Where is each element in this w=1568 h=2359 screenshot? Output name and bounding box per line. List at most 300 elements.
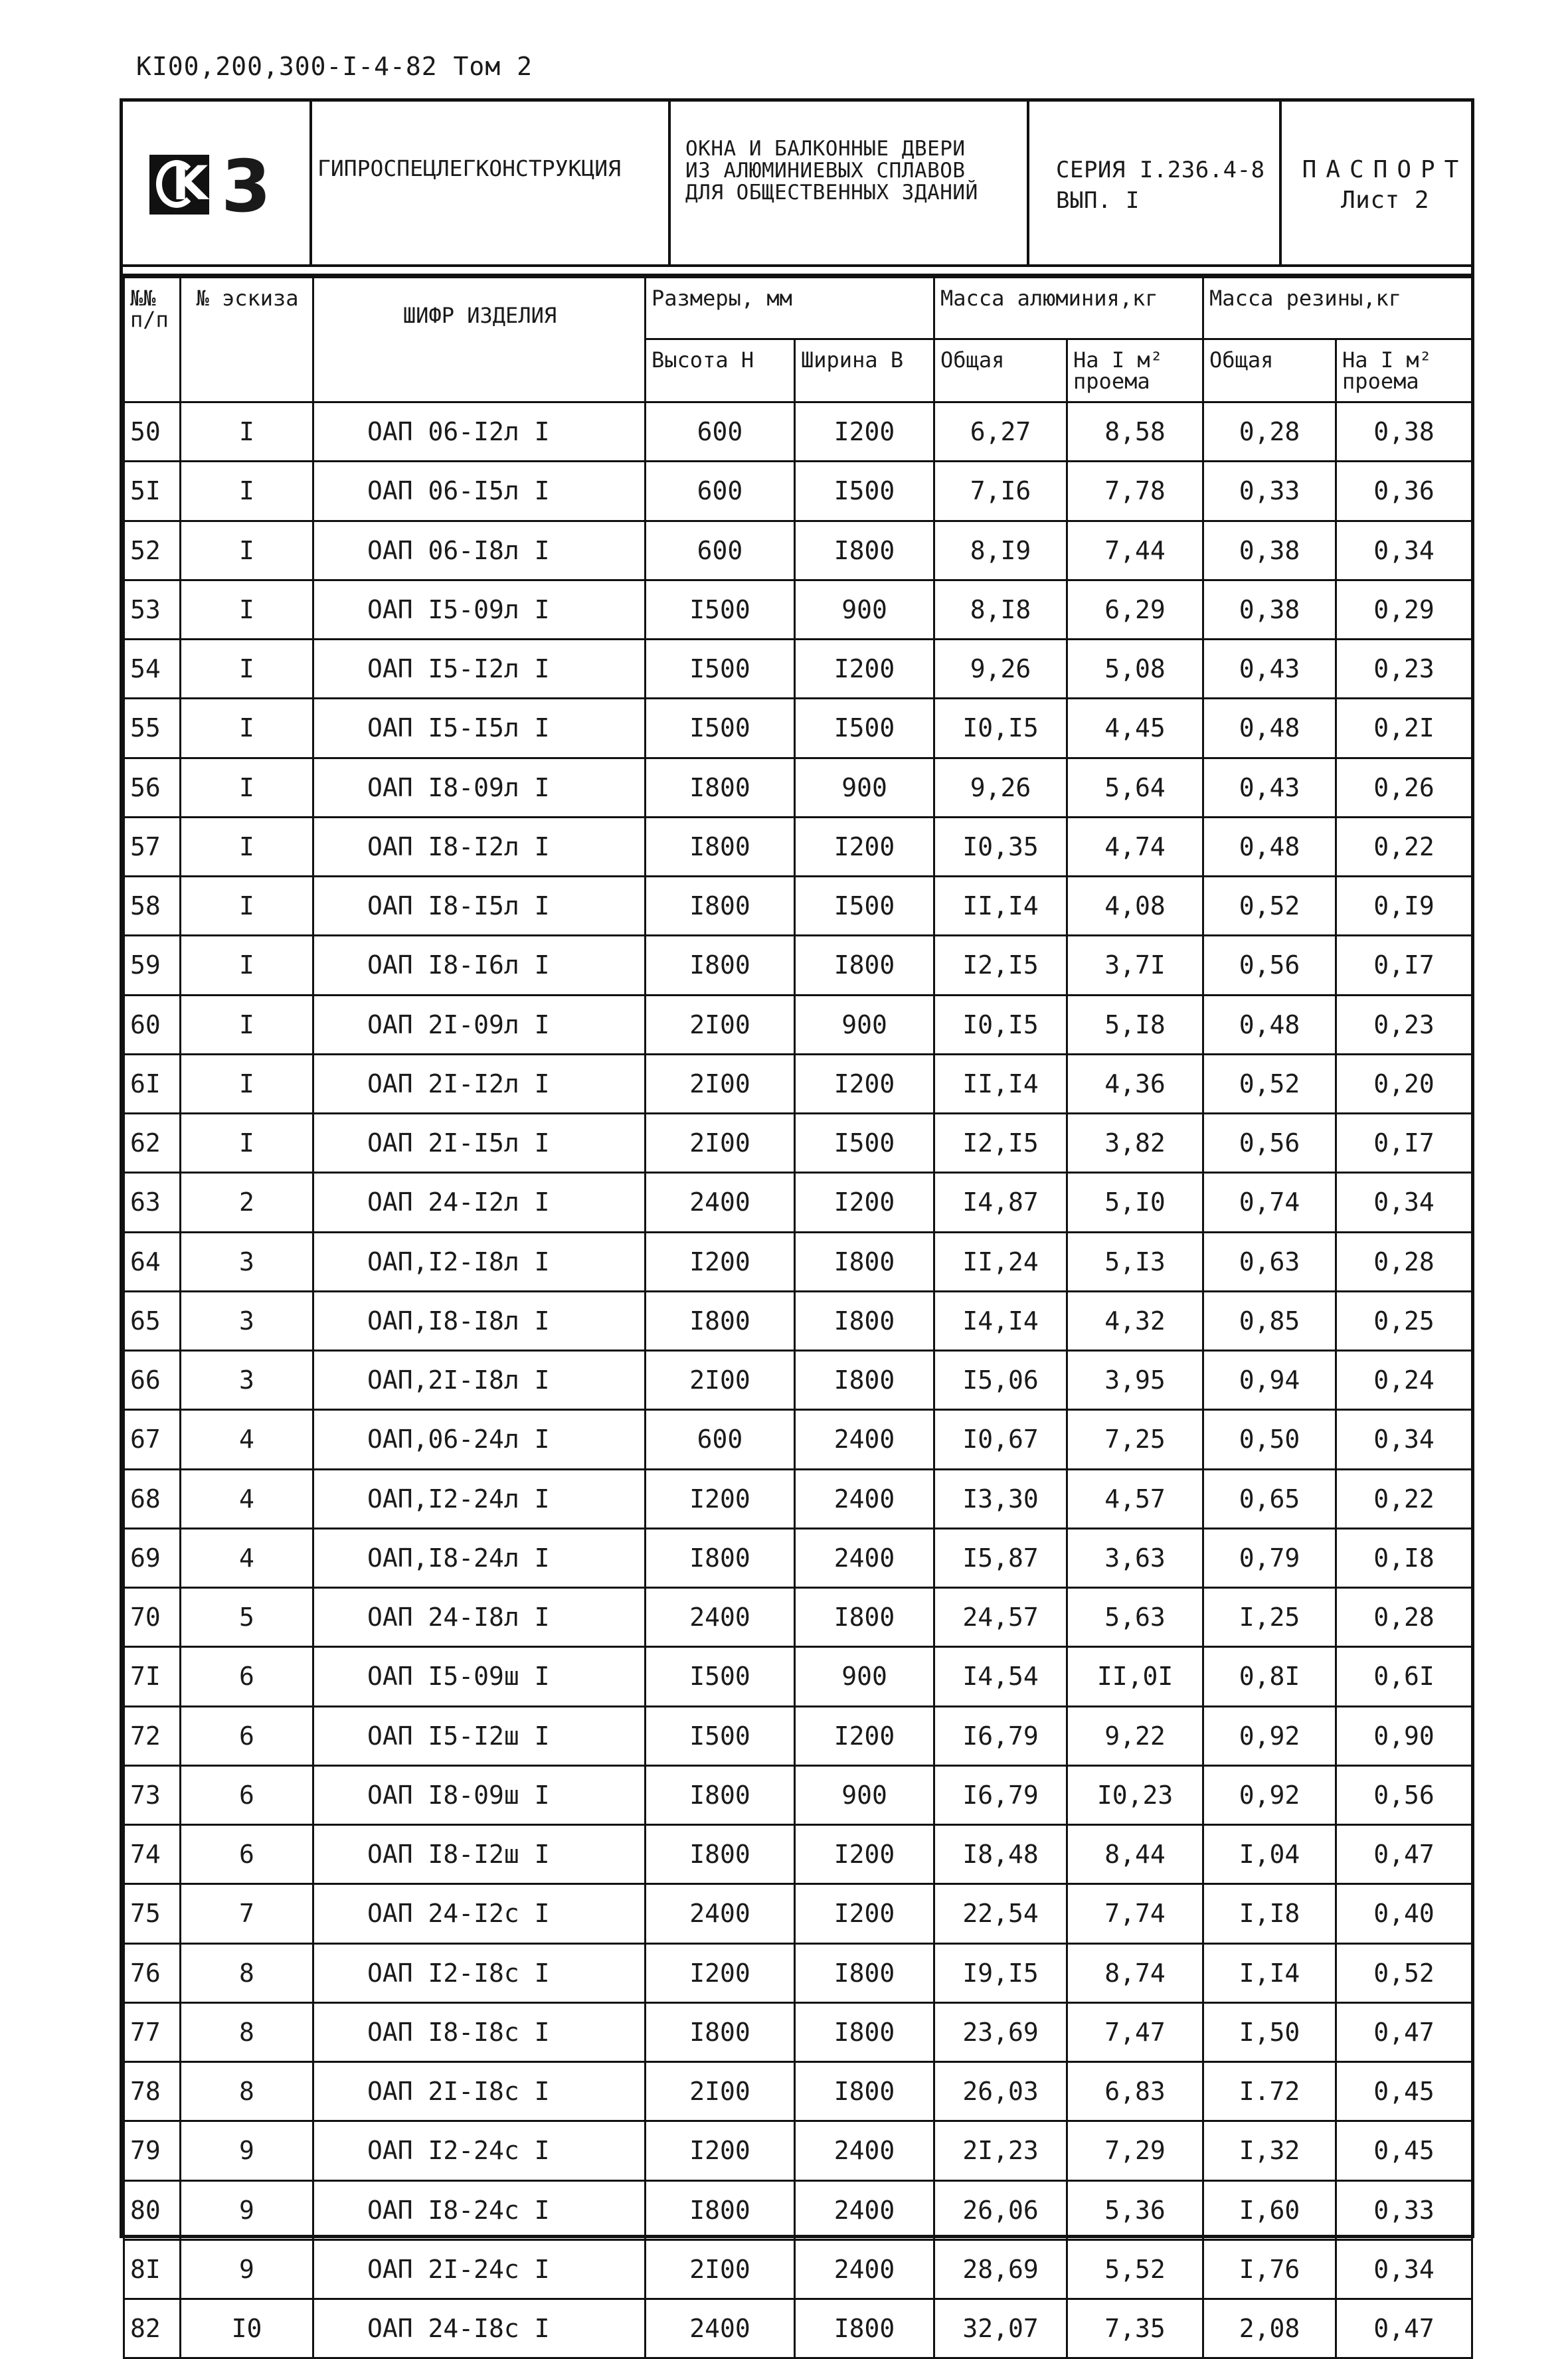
aluminium-total-value: 9,26: [934, 640, 1067, 699]
rubber-per-m2-value: 0,33: [1336, 2180, 1472, 2239]
aluminium-per-m2-value: 5,52: [1067, 2239, 1203, 2299]
height-value: 600: [646, 462, 795, 521]
row-number: 75: [124, 1884, 181, 1943]
passport-label: ПАСПОРТ: [1302, 156, 1468, 183]
height-value: 2400: [646, 1173, 795, 1232]
width-value: I800: [795, 521, 934, 580]
sketch-number: 3: [181, 1351, 313, 1410]
aluminium-per-m2-value: 6,83: [1067, 2062, 1203, 2121]
sketch-number: I: [181, 877, 313, 936]
product-code: ОАП 24-I8л I: [313, 1588, 646, 1647]
rubber-per-m2-value: 0,I7: [1336, 936, 1472, 995]
organization-name: ГИПРОСПЕЦЛЕГКОНСТРУКЦИЯ: [317, 155, 621, 181]
product-code: ОАП I2-I8с I: [313, 1943, 646, 2002]
product-code: ОАП I8-09л I: [313, 758, 646, 817]
height-value: I800: [646, 817, 795, 876]
document-name-line: ИЗ АЛЮМИНИЕВЫХ СПЛАВОВ: [685, 159, 966, 183]
header-sketch: № эскиза: [181, 278, 313, 402]
rubber-total-value: I,32: [1203, 2121, 1336, 2180]
row-number: 68: [124, 1469, 181, 1528]
aluminium-total-value: 24,57: [934, 1588, 1067, 1647]
product-code: ОАП 06-I5л I: [313, 462, 646, 521]
product-code: ОАП I2-24с I: [313, 2121, 646, 2180]
row-number: 76: [124, 1943, 181, 2002]
rubber-per-m2-value: 0,23: [1336, 640, 1472, 699]
width-value: 900: [795, 995, 934, 1054]
rubber-per-m2-value: 0,56: [1336, 1765, 1472, 1824]
aluminium-per-m2-value: 5,I8: [1067, 995, 1203, 1054]
width-value: I200: [795, 1884, 934, 1943]
rubber-total-value: 0,50: [1203, 1410, 1336, 1469]
table-row: [124, 1410, 1472, 1469]
rubber-total-value: 0,48: [1203, 995, 1336, 1054]
rubber-total-value: 0,38: [1203, 580, 1336, 639]
aluminium-per-m2-value: 3,63: [1067, 1528, 1203, 1587]
row-number: 66: [124, 1351, 181, 1410]
rubber-per-m2-value: 0,2I: [1336, 699, 1472, 758]
table-row: [124, 1291, 1472, 1350]
height-value: 600: [646, 521, 795, 580]
width-value: I200: [795, 1825, 934, 1884]
aluminium-per-m2-value: I0,23: [1067, 1765, 1203, 1824]
aluminium-total-value: 26,03: [934, 2062, 1067, 2121]
aluminium-per-m2-value: 7,78: [1067, 462, 1203, 521]
height-value: I200: [646, 2121, 795, 2180]
table-row: [124, 699, 1472, 758]
aluminium-per-m2-value: 5,36: [1067, 2180, 1203, 2239]
sketch-number: 8: [181, 2002, 313, 2061]
aluminium-total-value: I4,54: [934, 1647, 1067, 1706]
aluminium-total-value: 8,I8: [934, 580, 1067, 639]
aluminium-total-value: I6,79: [934, 1765, 1067, 1824]
document-name: [685, 138, 978, 204]
sketch-number: 7: [181, 1884, 313, 1943]
table-row: [124, 2062, 1472, 2121]
row-number: 60: [124, 995, 181, 1054]
rubber-per-m2-value: 0,29: [1336, 580, 1472, 639]
product-code: ОАП 06-I2л I: [313, 402, 646, 462]
sketch-number: 6: [181, 1825, 313, 1884]
aluminium-total-value: 7,I6: [934, 462, 1067, 521]
table-row: [124, 580, 1472, 639]
height-value: I800: [646, 1291, 795, 1350]
product-code: ОАП I8-I5л I: [313, 877, 646, 936]
rubber-total-value: 0,52: [1203, 1054, 1336, 1113]
product-code: ОАП 2I-I8с I: [313, 2062, 646, 2121]
aluminium-total-value: II,24: [934, 1232, 1067, 1291]
row-number: 79: [124, 2121, 181, 2180]
sketch-number: I: [181, 817, 313, 876]
table-body: [124, 402, 1472, 2358]
aluminium-per-m2-value: II,0I: [1067, 1647, 1203, 1706]
rubber-per-m2-value: 0,26: [1336, 758, 1472, 817]
row-number: 5I: [124, 462, 181, 521]
product-code: ОАП,I2-I8л I: [313, 1232, 646, 1291]
row-number: 57: [124, 817, 181, 876]
row-number: 77: [124, 2002, 181, 2061]
table-row: [124, 817, 1472, 876]
title-block: [123, 102, 1471, 264]
rubber-per-m2-value: 0,25: [1336, 1291, 1472, 1350]
rubber-total-value: 0,92: [1203, 1765, 1336, 1824]
width-value: 2400: [795, 1469, 934, 1528]
height-value: I800: [646, 1825, 795, 1884]
width-value: I200: [795, 1706, 934, 1765]
height-value: 2I00: [646, 1351, 795, 1410]
rubber-total-value: 0,56: [1203, 936, 1336, 995]
series-cell: [1029, 102, 1282, 264]
height-value: I500: [646, 1706, 795, 1765]
separator-line: [123, 264, 1471, 276]
width-value: I500: [795, 699, 934, 758]
header-sizes: Размеры, мм: [646, 278, 934, 339]
aluminium-total-value: I0,I5: [934, 995, 1067, 1054]
table-row: [124, 1528, 1472, 1587]
rubber-total-value: 0,74: [1203, 1173, 1336, 1232]
rubber-per-m2-value: 0,28: [1336, 1588, 1472, 1647]
sketch-number: 8: [181, 1943, 313, 2002]
sketch-number: I: [181, 699, 313, 758]
row-number: 63: [124, 1173, 181, 1232]
height-value: I800: [646, 877, 795, 936]
rubber-total-value: 0,48: [1203, 817, 1336, 876]
product-code: ОАП 24-I8с I: [313, 2299, 646, 2358]
row-number: 65: [124, 1291, 181, 1350]
aluminium-total-value: I5,87: [934, 1528, 1067, 1587]
rubber-total-value: 0,33: [1203, 462, 1336, 521]
table-row: [124, 1469, 1472, 1528]
aluminium-total-value: II,I4: [934, 1054, 1067, 1113]
aluminium-total-value: 9,26: [934, 758, 1067, 817]
document-name-cell: [671, 102, 1029, 264]
width-value: I500: [795, 462, 934, 521]
row-number: 64: [124, 1232, 181, 1291]
aluminium-total-value: I2,I5: [934, 1114, 1067, 1173]
table-row: [124, 877, 1472, 936]
table-row: [124, 1765, 1472, 1824]
table-row: [124, 1647, 1472, 1706]
table-row: [124, 2299, 1472, 2358]
aluminium-total-value: 28,69: [934, 2239, 1067, 2299]
aluminium-per-m2-value: 5,64: [1067, 758, 1203, 817]
header-num: №№ п/п: [124, 278, 181, 402]
aluminium-total-value: I0,35: [934, 817, 1067, 876]
aluminium-total-value: 8,I9: [934, 521, 1067, 580]
rubber-total-value: 0,63: [1203, 1232, 1336, 1291]
width-value: 900: [795, 758, 934, 817]
aluminium-total-value: 6,27: [934, 402, 1067, 462]
width-value: I800: [795, 2002, 934, 2061]
table-row: [124, 521, 1472, 580]
row-number: 50: [124, 402, 181, 462]
sketch-number: 9: [181, 2239, 313, 2299]
aluminium-per-m2-value: 7,74: [1067, 1884, 1203, 1943]
rubber-total-value: 0,48: [1203, 699, 1336, 758]
table-row: [124, 1351, 1472, 1410]
header-aluminium-mass: Масса алюминия,кг: [934, 278, 1203, 339]
aluminium-per-m2-value: 4,32: [1067, 1291, 1203, 1350]
table-row: [124, 1825, 1472, 1884]
aluminium-per-m2-value: 5,I0: [1067, 1173, 1203, 1232]
table-row: [124, 640, 1472, 699]
product-code: ОАП I5-I5л I: [313, 699, 646, 758]
rubber-total-value: I,25: [1203, 1588, 1336, 1647]
rubber-per-m2-value: 0,I7: [1336, 1114, 1472, 1173]
aluminium-per-m2-value: 8,44: [1067, 1825, 1203, 1884]
height-value: I500: [646, 580, 795, 639]
row-number: 74: [124, 1825, 181, 1884]
height-value: 2400: [646, 2299, 795, 2358]
sketch-number: 5: [181, 1588, 313, 1647]
row-number: 72: [124, 1706, 181, 1765]
rubber-total-value: I,76: [1203, 2239, 1336, 2299]
width-value: 2400: [795, 1528, 934, 1587]
width-value: I800: [795, 2062, 934, 2121]
sketch-number: I: [181, 995, 313, 1054]
rubber-total-value: I,04: [1203, 1825, 1336, 1884]
product-code: ОАП I8-24с I: [313, 2180, 646, 2239]
aluminium-per-m2-value: 3,82: [1067, 1114, 1203, 1173]
height-value: 2400: [646, 1884, 795, 1943]
rubber-total-value: 0,85: [1203, 1291, 1336, 1350]
aluminium-per-m2-value: 4,45: [1067, 699, 1203, 758]
sketch-number: 2: [181, 1173, 313, 1232]
height-value: I800: [646, 1765, 795, 1824]
row-number: 58: [124, 877, 181, 936]
aluminium-total-value: I6,79: [934, 1706, 1067, 1765]
table-row: [124, 1706, 1472, 1765]
rubber-per-m2-value: 0,28: [1336, 1232, 1472, 1291]
aluminium-per-m2-value: 9,22: [1067, 1706, 1203, 1765]
header-aluminium-per-m2: На I м² проема: [1067, 339, 1203, 402]
sketch-number: 6: [181, 1765, 313, 1824]
header-code: ШИФР ИЗДЕЛИЯ: [313, 278, 646, 402]
passport-table: [123, 276, 1473, 2359]
row-number: 8I: [124, 2239, 181, 2299]
rubber-total-value: I,I8: [1203, 1884, 1336, 1943]
passport-info: [1300, 155, 1470, 216]
width-value: 900: [795, 1647, 934, 1706]
rubber-total-value: 0,65: [1203, 1469, 1336, 1528]
product-code: ОАП,I8-24л I: [313, 1528, 646, 1587]
sketch-number: I: [181, 462, 313, 521]
aluminium-per-m2-value: 7,25: [1067, 1410, 1203, 1469]
sketch-number: 3: [181, 1291, 313, 1350]
product-code: ОАП I8-I6л I: [313, 936, 646, 995]
rubber-per-m2-value: 0,52: [1336, 1943, 1472, 2002]
height-value: 2I00: [646, 995, 795, 1054]
height-value: I800: [646, 2002, 795, 2061]
document-header-note: КI00,200,300-I-4-82 Том 2: [136, 52, 533, 81]
width-value: 2400: [795, 1410, 934, 1469]
table-row: [124, 1943, 1472, 2002]
aluminium-total-value: I2,I5: [934, 936, 1067, 995]
width-value: I800: [795, 1291, 934, 1350]
width-value: I500: [795, 877, 934, 936]
passport-cell: [1282, 102, 1471, 264]
rubber-per-m2-value: 0,34: [1336, 1410, 1472, 1469]
header-rubber-per-m2: На I м² проема: [1336, 339, 1472, 402]
height-value: I500: [646, 640, 795, 699]
rubber-total-value: 2,08: [1203, 2299, 1336, 2358]
rubber-per-m2-value: 0,47: [1336, 2299, 1472, 2358]
sketch-number: I: [181, 402, 313, 462]
logo-cell: [123, 102, 312, 264]
sketch-number: 8: [181, 2062, 313, 2121]
sketch-number: I0: [181, 2299, 313, 2358]
rubber-total-value: 0,94: [1203, 1351, 1336, 1410]
sketch-number: 4: [181, 1410, 313, 1469]
table-row: [124, 1173, 1472, 1232]
width-value: I200: [795, 1173, 934, 1232]
height-value: I800: [646, 936, 795, 995]
rubber-per-m2-value: 0,47: [1336, 1825, 1472, 1884]
row-number: 62: [124, 1114, 181, 1173]
height-value: I500: [646, 1647, 795, 1706]
rubber-per-m2-value: 0,34: [1336, 1173, 1472, 1232]
organization-cell: [312, 102, 671, 264]
rubber-per-m2-value: 0,36: [1336, 462, 1472, 521]
rubber-total-value: I.72: [1203, 2062, 1336, 2121]
aluminium-total-value: 26,06: [934, 2180, 1067, 2239]
rubber-per-m2-value: 0,47: [1336, 2002, 1472, 2061]
product-code: ОАП,2I-I8л I: [313, 1351, 646, 1410]
product-code: ОАП,06-24л I: [313, 1410, 646, 1469]
table-row: [124, 402, 1472, 462]
rubber-total-value: 0,43: [1203, 758, 1336, 817]
rubber-per-m2-value: 0,24: [1336, 1351, 1472, 1410]
aluminium-per-m2-value: 3,7I: [1067, 936, 1203, 995]
product-code: ОАП 06-I8л I: [313, 521, 646, 580]
width-value: 2400: [795, 2121, 934, 2180]
table-row: [124, 2121, 1472, 2180]
logo-number: 3: [221, 145, 272, 228]
width-value: I800: [795, 936, 934, 995]
row-number: 82: [124, 2299, 181, 2358]
width-value: I800: [795, 1232, 934, 1291]
product-code: ОАП 2I-I2л I: [313, 1054, 646, 1113]
product-code: ОАП I5-I2л I: [313, 640, 646, 699]
rubber-per-m2-value: 0,I8: [1336, 1528, 1472, 1587]
table-row: [124, 1114, 1472, 1173]
height-value: 600: [646, 402, 795, 462]
aluminium-total-value: II,I4: [934, 877, 1067, 936]
aluminium-per-m2-value: 5,63: [1067, 1588, 1203, 1647]
row-number: 54: [124, 640, 181, 699]
row-number: 69: [124, 1528, 181, 1587]
sketch-number: I: [181, 936, 313, 995]
product-code: ОАП,I8-I8л I: [313, 1291, 646, 1350]
rubber-per-m2-value: 0,23: [1336, 995, 1472, 1054]
height-value: 600: [646, 1410, 795, 1469]
rubber-per-m2-value: 0,40: [1336, 1884, 1472, 1943]
product-code: ОАП I5-09л I: [313, 580, 646, 639]
rubber-per-m2-value: 0,22: [1336, 817, 1472, 876]
table-row: [124, 2239, 1472, 2299]
aluminium-per-m2-value: 5,08: [1067, 640, 1203, 699]
rubber-total-value: 0,92: [1203, 1706, 1336, 1765]
row-number: 7I: [124, 1647, 181, 1706]
height-value: 2400: [646, 1588, 795, 1647]
rubber-total-value: I,I4: [1203, 1943, 1336, 2002]
rubber-per-m2-value: 0,38: [1336, 402, 1472, 462]
rubber-per-m2-value: 0,20: [1336, 1054, 1472, 1113]
aluminium-per-m2-value: 8,58: [1067, 402, 1203, 462]
issue-number: ВЫП. I: [1056, 187, 1140, 214]
height-value: I800: [646, 2180, 795, 2239]
sketch-number: I: [181, 521, 313, 580]
row-number: 55: [124, 699, 181, 758]
width-value: 2400: [795, 2180, 934, 2239]
row-number: 70: [124, 1588, 181, 1647]
aluminium-total-value: I3,30: [934, 1469, 1067, 1528]
rubber-per-m2-value: 0,I9: [1336, 877, 1472, 936]
aluminium-per-m2-value: 4,57: [1067, 1469, 1203, 1528]
height-value: 2I00: [646, 2062, 795, 2121]
aluminium-per-m2-value: 5,I3: [1067, 1232, 1203, 1291]
height-value: I800: [646, 758, 795, 817]
width-value: 900: [795, 1765, 934, 1824]
drawing-frame: [120, 98, 1474, 2344]
rubber-per-m2-value: 0,34: [1336, 521, 1472, 580]
aluminium-total-value: I8,48: [934, 1825, 1067, 1884]
row-number: 52: [124, 521, 181, 580]
width-value: I800: [795, 2299, 934, 2358]
width-value: I200: [795, 1054, 934, 1113]
rubber-per-m2-value: 0,45: [1336, 2062, 1472, 2121]
sheet-label: Лист 2: [1340, 187, 1430, 214]
aluminium-per-m2-value: 6,29: [1067, 580, 1203, 639]
height-value: 2I00: [646, 1114, 795, 1173]
sketch-number: 4: [181, 1469, 313, 1528]
row-number: 6I: [124, 1054, 181, 1113]
document-name-line: ОКНА И БАЛКОННЫЕ ДВЕРИ: [685, 137, 966, 161]
rubber-total-value: 0,28: [1203, 402, 1336, 462]
table-row: [124, 1232, 1472, 1291]
width-value: I500: [795, 1114, 934, 1173]
company-logo-icon: K: [149, 155, 209, 215]
height-value: I500: [646, 699, 795, 758]
table-row: [124, 462, 1472, 521]
width-value: I200: [795, 817, 934, 876]
series-info: [1056, 155, 1265, 216]
aluminium-per-m2-value: 4,36: [1067, 1054, 1203, 1113]
series-number: СЕРИЯ I.236.4-8: [1056, 157, 1265, 183]
aluminium-total-value: I5,06: [934, 1351, 1067, 1410]
width-value: I800: [795, 1943, 934, 2002]
product-code: ОАП I8-I2ш I: [313, 1825, 646, 1884]
width-value: I200: [795, 640, 934, 699]
rubber-per-m2-value: 0,45: [1336, 2121, 1472, 2180]
aluminium-total-value: I0,67: [934, 1410, 1067, 1469]
aluminium-per-m2-value: 3,95: [1067, 1351, 1203, 1410]
row-number: 53: [124, 580, 181, 639]
rubber-per-m2-value: 0,34: [1336, 2239, 1472, 2299]
table-row: [124, 1884, 1472, 1943]
product-code: ОАП I5-I2ш I: [313, 1706, 646, 1765]
sketch-number: I: [181, 1114, 313, 1173]
height-value: I200: [646, 1469, 795, 1528]
sketch-number: 6: [181, 1706, 313, 1765]
height-value: I200: [646, 1232, 795, 1291]
aluminium-total-value: 2I,23: [934, 2121, 1067, 2180]
rubber-total-value: I,60: [1203, 2180, 1336, 2239]
rubber-total-value: I,50: [1203, 2002, 1336, 2061]
product-code: ОАП 2I-I5л I: [313, 1114, 646, 1173]
sketch-number: 9: [181, 2121, 313, 2180]
rubber-per-m2-value: 0,90: [1336, 1706, 1472, 1765]
height-value: I800: [646, 1528, 795, 1587]
